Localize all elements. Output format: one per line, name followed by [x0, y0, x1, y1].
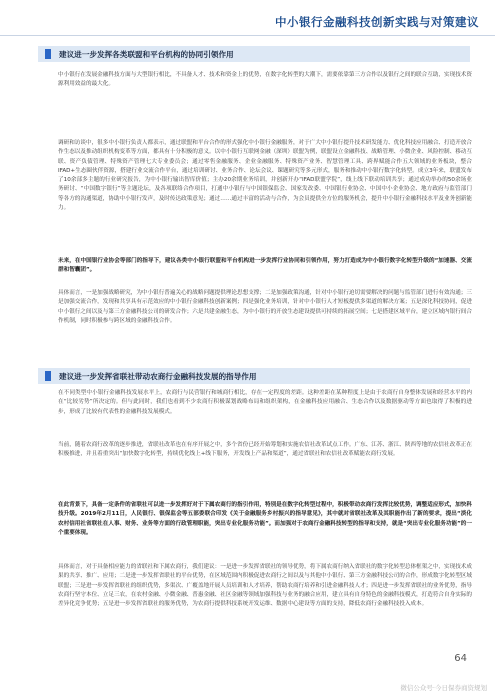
- section-marker-icon: [45, 49, 51, 59]
- paragraph: 具体而言，一是加强战略研究，为中小银行普遍关心的战略问题提供理论思想支撑；二是加强政策沟通，针对中小银行迫切需要解决的问题与监管部门进行有效沟通；三是加强交流合作，发现和共享具有示范效应的中小银行金融科技创新案例；四是强化业务培训，针对中小银行人才短板提供多渠道的解决方案；五是深化科技协同，促进中小银行之间以及与第三方金融科技公司的研发合作；六是共建金融生态，为中小银行的开放生态建设提供可持续的拓展空间；七是搭建区域平台，建立区域内银行间合作机制，同时积极参与跨区域的金融科技合作。: [58, 290, 472, 324]
- watermark: 微信公众号·今日保券商资规划: [400, 684, 487, 692]
- paragraph: 中小银行在发展金融科技方面与大型银行相比，不具备人才、技术和资金上的优势，在数字化转型的大潮下，需要依靠第三方合作以及银行之间的联合互助，实现技术资源利用效益的最大化。: [58, 72, 472, 88]
- section-heading-2: [38, 368, 470, 384]
- paragraph-bold: 未来，在中国银行业协会等部门的指导下，建议各类中小银行联盟和平台机构进一步发挥行业协同和引领作用，努力打造成为中小银行数字化转型升级的“加速器、交流群和智囊团”。: [58, 258, 472, 274]
- paragraph: 在不同类型中小银行金融科技发展水平上，农商行与民营银行和城商行相比，存在一定程度的差距。这种差距在某种程度上是由于农商行自身整体发展和经营水平的内在“比较劣势”所决定的。但与此同时，我们也看到不少农商行积极谋划战略布局和组织架构，在金融科技应用融合、生态合作以及数据驱动等方面也取得了积极的进步，形成了比较有代表性的金融科技发展模式。: [58, 390, 472, 415]
- header-divider: [0, 35, 495, 36]
- section-heading-1: [38, 46, 470, 62]
- section-title: 建议进一步发挥各类联盟和平台机构的协同引领作用: [59, 49, 234, 59]
- paragraph-lead-bold: 调研和访谈中，很多中小银行负责人都表示，通过联盟和平台合作的形式强化中小银行金融服务，对于广大中小银行提升技术研发能力、优化科技应用融合、打造开放合作生态以及推动组织机构变革等方面，都具有十分积极的意义。以中小银行互联网金融（深圳）联盟为例，联盟设立金融科技、战略管理、小微企业、风险控制、移动互联、资产负债管理、特殊资产管理七大专业委员会；通过零售金融服务、企业金融服务、特殊资产业务、智慧管理工具、跨界赋能合作五大领域的业务板块，整合IFAD+生态圈伙伴资源，搭建行业交流合作平台，通过培训研讨、业务合作、论坛会议、课题研究等多元形式，服务和推动中小银行数字化转型。成立3年来，联盟发布了10余部多主题的行业研究报告，为中小银行输出智库价值；主办20余期业务培训，并创新开办“IFAD联盟学院”，线上线下联动培训共享；通过成功举办的50余场业务研讨、“中国数字银行”等主题论坛，及各项联络合作项目，打通中小银行与中国银保监会、国家发改委、中国银行业协会、中国中小企业协会、地方政府与监管部门等各方的沟通渠道，协助中小银行发声，及时传达政策意见；通过……通过丰富的活动与合作，为会员提供全方位的服务机会，提升中小银行金融科技水平及业务创新能力。: [58, 140, 472, 212]
- section-marker-icon: [45, 371, 51, 381]
- running-header: 中小银行金融科技创新实践与对策建议: [275, 15, 479, 29]
- section-title: 建议进一步发挥省联社带动农商行金融科技发展的指导作用: [59, 371, 257, 381]
- paragraph-bold-mixed: 在此背景下，具备一定条件的省联社可以进一步发挥好对于下属农商行的指引作用，特别是在数字化转型过程中，积极带动农商行发挥比较优势，调整适应形式，加快科技升级。2019年2月11日，人民银行、银保监会等五部委联合印发《关于金融服务乡村振兴的指导意见》，其中就对省联社改革及其职能作出了新的要求，提出“淡化农村信用社省联社在人事、财务、业务等方面的行政管理职能，突出专业化服务功能”。而加强对于农商行金融科技转型的指导和支持，就是“突出专业化服务功能”的一个重要体现。: [58, 502, 472, 536]
- paragraph: 具体而言，对于具备相应能力的省联社和下属农商行，我们建议：一是进一步发挥省联社的领导优势，将下属农商行纳入省联社的数字化转型总体框架之中，实现技术成果的共享、推广、应用；二是进一步发挥省联社的平台优势，在区域范围内积极促进农商行之间以及与其他中小银行、第三方金融科技公司的合作，形成数字化转型区域联盟；三是进一步发挥省联社的组织优势，多渠次、广覆盖地开展人员培训和人才培养，帮助农商行培养和引进金融科技人才；四是进一步发挥省联社的业务优势，指导农商行坚守本位、立足三农，在农村金融、小微金融、普惠金融、社区金融等领域加强科技与业务的融合应用，建立具有自身特色的金融科技模式，打造符合自身实际的差异化竞争优势；五是进一步发挥省联社的服务优势，为农商行提供科技系统开发运维、数据中心建设等方面的支持，降低农商行金融科技投入成本。: [58, 564, 472, 608]
- page-number: 64: [454, 653, 467, 664]
- paragraph: 当前，随着农商行改革的逐步推进，省联社改革也在有序开展之中，多个省份已经开始筹划和实施农信社改革试点工作。广东、江苏、浙江、陕西等地的农信社改革正在积极推进，并且着重突出“加快数字化转型，持续优化线上+线下服务，开发线上产品和渠道”，通过省联社和农信社改革赋能农商行发展。: [58, 442, 472, 458]
